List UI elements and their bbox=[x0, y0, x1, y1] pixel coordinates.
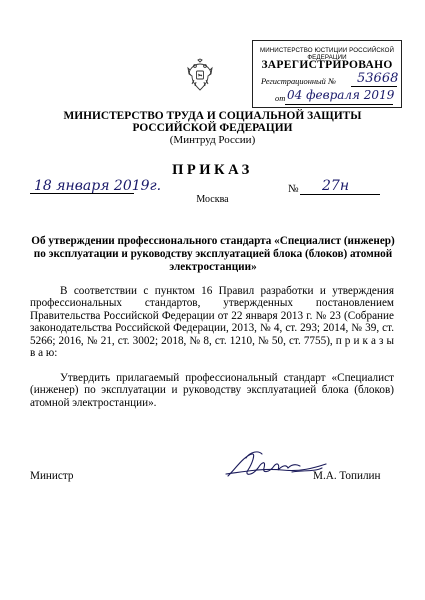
ministry-name-line2: РОССИЙСКОЙ ФЕДЕРАЦИИ bbox=[132, 122, 293, 134]
order-number-label: № bbox=[288, 183, 299, 195]
stamp-ministry: МИНИСТЕРСТВО ЮСТИЦИИ РОССИЙСКОЙ ФЕДЕРАЦИИ bbox=[259, 47, 395, 61]
stamp-reg-number: 53668 bbox=[357, 71, 399, 86]
signatory-position: Министр bbox=[30, 470, 74, 482]
ministry-short-name: (Минтруд России) bbox=[169, 134, 256, 146]
stamp-from-line bbox=[285, 104, 393, 105]
body-paragraph-2: Утвердить прилагаемый профессиональный стандарт «Специалист (инженер) по эксплуатации и руководству эксплуатацией блока (блоков) атомной электростанции». bbox=[30, 372, 394, 409]
order-number: 27н bbox=[322, 178, 350, 194]
coat-of-arms-emblem-icon bbox=[186, 58, 214, 92]
order-subject: Об утверждении профессионального стандарта «Специалист (инженер) по эксплуатации и руководству эксплуатацией блока (блоков) атомной электростанции» bbox=[31, 235, 395, 273]
order-city: Москва bbox=[196, 194, 229, 205]
signatory-name: М.А. Топилин bbox=[313, 470, 381, 482]
order-date: 18 января 2019г. bbox=[34, 178, 162, 194]
stamp-from-label: от bbox=[275, 94, 286, 103]
stamp-from-date: 04 февраля 2019 bbox=[287, 88, 395, 102]
registration-stamp bbox=[252, 40, 402, 108]
body-paragraph-1: В соответствии с пунктом 16 Правил разработки и утверждения профессиональных стандартов, утвержденных постановлением Правительства Российской Федерации от 22 января 2013 г. № 23 (Собрание законодательства Российской Федерации, 2013, № 4, ст. 293; 2014, № 39, ст. 5266; 2016, № 21, ст. 3002; 2018, № 8, ст. 1210, № 50, ст. 7755), п р и к а з ы в а ю: bbox=[30, 285, 394, 360]
stamp-reg-number-line bbox=[351, 86, 397, 87]
stamp-registered: ЗАРЕГИСТРИРОВАНО bbox=[261, 59, 393, 71]
stamp-reg-number-label: Регистрационный № bbox=[261, 77, 336, 86]
ministry-name-line1: МИНИСТЕРСТВО ТРУДА И СОЦИАЛЬНОЙ ЗАЩИТЫ bbox=[63, 110, 362, 122]
order-title: ПРИКАЗ bbox=[172, 162, 253, 178]
